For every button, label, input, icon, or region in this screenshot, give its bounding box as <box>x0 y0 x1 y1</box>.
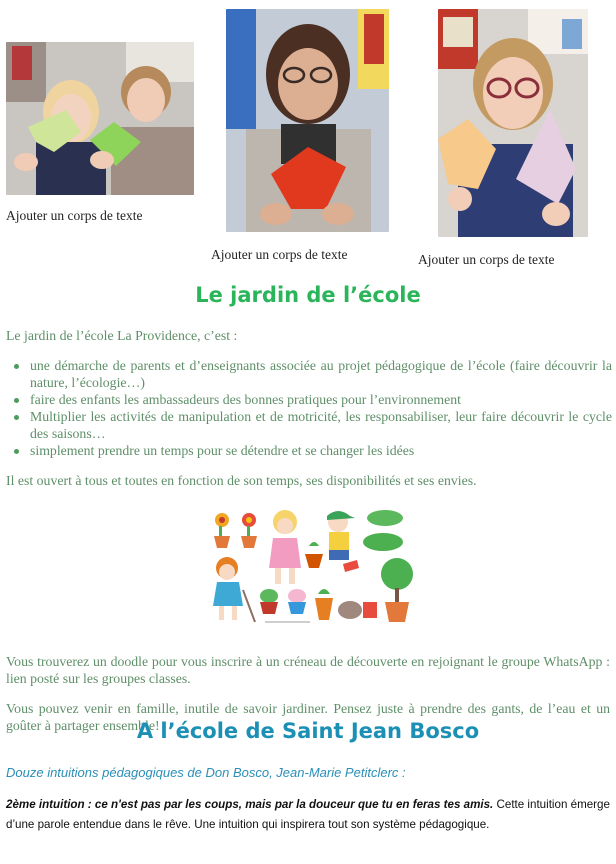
bosco-subtitle: Douze intuitions pédagogiques de Don Bosco, Jean-Marie Petitclerc : <box>6 765 406 780</box>
list-item: faire des enfants les ambassadeurs des bonnes pratiques pour l’environnement <box>12 391 612 408</box>
garden-heading: Le jardin de l’école <box>195 283 421 307</box>
doodle-text: Vous trouverez un doodle pour vous inscrire à un créneau de découverte en rejoignant le groupe WhatsApp : lien posté sur les groupes classes. <box>6 654 610 686</box>
photo-girl-pastel-origami <box>438 9 588 237</box>
list-item: Multiplier les activités de manipulation et de motricité, les responsabiliser, leur faire découvrir le cycle des saisons… <box>12 408 612 442</box>
garden-open-text: Il est ouvert à tous et toutes en fonction de son temps, ses disponibilités et ses envies. <box>6 473 477 488</box>
photo-caption[interactable]: Ajouter un corps de texte <box>6 208 143 223</box>
family-text: Vous pouvez venir en famille, inutile de savoir jardiner. Pensez juste à prendre des gants, de l’eau et un goûter à partager ensemble! <box>6 701 610 733</box>
intuition-paragraph <box>6 795 610 835</box>
photo-caption[interactable]: Ajouter un corps de texte <box>211 247 348 262</box>
bosco-heading: A l’école de Saint Jean Bosco <box>136 719 480 743</box>
intuition-text: Cette intuition émerge d’une parole entendue dans le rêve. Une intuition qui inspirera tout son système pédagogique. <box>6 798 610 831</box>
garden-intro: Le jardin de l’école La Providence, c’est : <box>6 328 238 343</box>
photo-children-origami-fish <box>6 42 194 195</box>
list-item: une démarche de parents et d’enseignants associée au projet pédagogique de l’école (faire découvrir la nature, l’écologie…) <box>12 357 612 391</box>
garden-bullet-list <box>12 357 612 459</box>
photo-caption[interactable]: Ajouter un corps de texte <box>418 252 555 267</box>
photo-girl-red-origami <box>226 9 389 232</box>
garden-children-illustration <box>205 510 415 628</box>
list-item: simplement prendre un temps pour se détendre et se changer les idées <box>12 442 612 459</box>
intuition-bold-text: 2ème intuition : ce n'est pas par les coups, mais par la douceur que tu en feras tes amis. <box>6 798 494 811</box>
